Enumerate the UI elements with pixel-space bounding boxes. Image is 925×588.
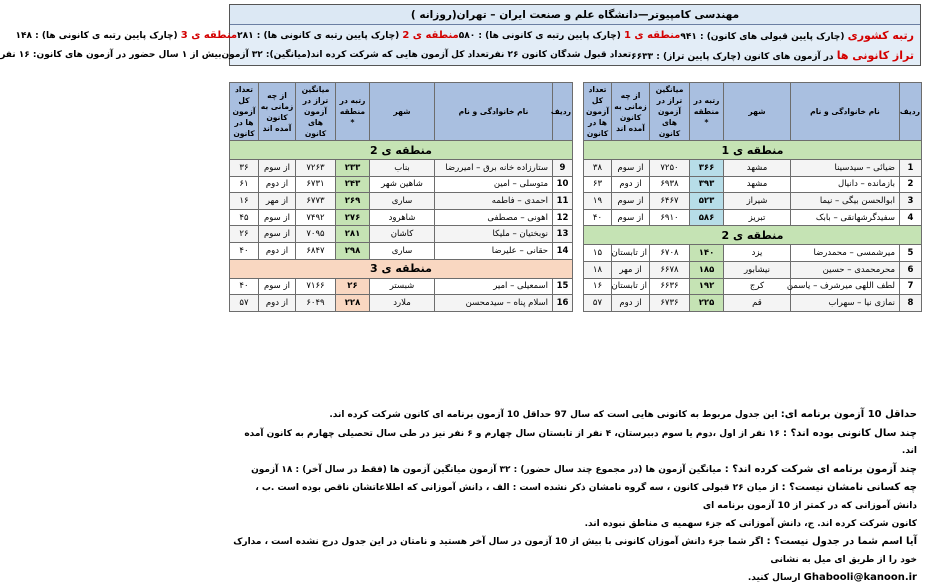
cell-n: 9 xyxy=(553,160,573,177)
cell-city: مشهد xyxy=(724,176,791,193)
cell-name: نمازی نیا – سهراب xyxy=(791,295,900,312)
cell-city: ملارد xyxy=(370,295,435,312)
cell-since: از سوم xyxy=(259,160,296,177)
col-count: تعداد کل آزمون ها در کانون xyxy=(584,83,612,141)
cell-taraz: ۶۷۳۶ xyxy=(650,295,690,312)
cell-rank: ۲۲۸ xyxy=(336,295,370,312)
cell-count: ۱۸ xyxy=(584,261,612,278)
note-missing-cont: کانون شرکت کرده اند. ج، دانش آموزانی که جزء سهمیه ی مناطق نبوده اند. xyxy=(584,518,917,529)
region-header-row xyxy=(230,259,573,278)
cell-rank: ۲۹۸ xyxy=(336,242,370,259)
cell-city: قم xyxy=(724,295,791,312)
cell-taraz: ۶۹۱۰ xyxy=(650,209,690,226)
cell-rank: ۲۲۵ xyxy=(690,295,724,312)
cell-n: 10 xyxy=(553,176,573,193)
cell-since: از سوم xyxy=(612,209,650,226)
cell-since: از سوم xyxy=(612,160,650,177)
cell-count: ۱۵ xyxy=(584,245,612,262)
col-row: ردیف xyxy=(553,83,573,141)
col-name: نام خانوادگی و نام xyxy=(435,83,553,141)
col-row: ردیف xyxy=(900,83,922,141)
cell-since: از مهر xyxy=(259,193,296,210)
cell-since: از تابستان xyxy=(612,278,650,295)
note-min-exams: حداقل 10 آزمون برنامه ای: این جدول مربوط به کانونی هایی است که سال 97 حداقل 10 آزمون برنامه ای کانون شرکت کرده اند. xyxy=(329,409,917,420)
table-header-row xyxy=(584,83,922,141)
cell-city: ساری xyxy=(370,193,435,210)
cell-rank: ۵۸۶ xyxy=(690,209,724,226)
region-label: منطقه ی 2 xyxy=(230,141,573,160)
cell-name: بازمانده – دانیال xyxy=(791,176,900,193)
cell-count: ۱۶ xyxy=(230,193,259,210)
col-name: نام خانوادگی و نام xyxy=(791,83,900,141)
cell-rank: ۲۳۳ xyxy=(336,160,370,177)
cell-taraz: ۶۷۷۳ xyxy=(296,193,336,210)
cell-name: لطف اللهی میرشرف – یاسمن xyxy=(791,278,900,295)
cell-since: از دوم xyxy=(259,176,296,193)
cell-n: 16 xyxy=(553,295,573,312)
region-label: منطقه ی 1 xyxy=(584,141,922,160)
cell-since: از دوم xyxy=(259,242,296,259)
region3-rank-stat: منطقه ی 3 (چارک پایین رتبه ی کانونی ها) : ۱۴۸ xyxy=(15,29,238,41)
cell-n: 4 xyxy=(900,209,922,226)
cell-n: 6 xyxy=(900,261,922,278)
cell-count: ۶۳ xyxy=(584,176,612,193)
cell-count: ۱۹ xyxy=(584,193,612,210)
students-table-left xyxy=(229,82,573,312)
cell-count: ۴۰ xyxy=(584,209,612,226)
cell-n: 15 xyxy=(553,278,573,295)
cell-taraz: ۷۲۵۰ xyxy=(650,160,690,177)
cell-rank: ۲۸۱ xyxy=(336,226,370,243)
cell-n: 11 xyxy=(553,193,573,210)
cell-count: ۳۶ xyxy=(230,160,259,177)
cell-taraz: ۶۴۶۷ xyxy=(650,193,690,210)
cell-city: کاشان xyxy=(370,226,435,243)
cell-taraz: ۶۹۳۸ xyxy=(650,176,690,193)
students-table-right xyxy=(583,82,922,312)
col-since: از چه زمانی به کانون آمده اند xyxy=(612,83,650,141)
cell-n: 2 xyxy=(900,176,922,193)
table-row xyxy=(230,176,573,193)
cell-count: ۴۰ xyxy=(230,242,259,259)
cell-name: ابوالحسن بیگی – نیما xyxy=(791,193,900,210)
cell-n: 13 xyxy=(553,226,573,243)
cell-name: احمدی – فاطمه xyxy=(435,193,553,210)
cell-since: از مهر xyxy=(612,261,650,278)
cell-rank: ۱۹۲ xyxy=(690,278,724,295)
table-row xyxy=(230,226,573,243)
cell-count: ۴۵ xyxy=(230,209,259,226)
cell-city: کرج xyxy=(724,278,791,295)
cell-n: 5 xyxy=(900,245,922,262)
col-taraz: میانگین تراز در آزمون های کانون xyxy=(296,83,336,141)
region2-rank-stat: منطقه ی 2 (چارک پایین رتبه ی کانونی ها) : ۲۸۱ xyxy=(237,29,459,41)
cell-n: 7 xyxy=(900,278,922,295)
table-row xyxy=(584,209,922,226)
cell-n: 12 xyxy=(553,209,573,226)
table-row xyxy=(584,160,922,177)
table-row xyxy=(230,295,573,312)
cell-name: نوبختیان – ملیکا xyxy=(435,226,553,243)
cell-since: از تابستان xyxy=(612,245,650,262)
table-row xyxy=(230,209,573,226)
cell-name: اسمعیلی – امیر xyxy=(435,278,553,295)
cell-n: 14 xyxy=(553,242,573,259)
note-years: چند سال کانونی بوده اند؟ : ۱۶ نفر از اول ،دوم یا سوم دبیرستان، ۴ نفر از تابستان سال چهارم و ۶ نفر نیز در طی سال تحصیلی چهارم به کانون آمده اند. xyxy=(244,427,917,457)
contact-email-link[interactable]: Ghabooli@kanoon.ir xyxy=(803,572,917,584)
col-taraz: میانگین تراز در آزمون های کانون xyxy=(650,83,690,141)
cell-since: از سوم xyxy=(259,278,296,295)
cell-count: ۳۸ xyxy=(584,160,612,177)
cell-since: از دوم xyxy=(259,295,296,312)
cell-rank: ۱۴۰ xyxy=(690,245,724,262)
note-not-listed-cont: Ghabooli@kanoon.ir ارسال کنید. xyxy=(747,572,917,584)
cell-count: ۵۷ xyxy=(584,295,612,312)
cell-rank: ۵۲۳ xyxy=(690,193,724,210)
note-exam-count: چند آزمون برنامه ای شرکت کرده اند؟ : میانگین آزمون ها (در مجموع چند سال حضور) : ۳۲ آزمون میانگین آزمون ها (فقط در سال آخر) : ۱۸ آزمون xyxy=(251,463,917,475)
cell-city: شیراز xyxy=(724,193,791,210)
cell-rank: ۳۹۳ xyxy=(690,176,724,193)
table-row xyxy=(584,245,922,262)
cell-since: از دوم xyxy=(612,295,650,312)
accepted-count-stat: تعداد قبول شدگان کانون ۲۶ نفر xyxy=(488,50,632,60)
region-header-row xyxy=(230,141,573,160)
table-row xyxy=(230,193,573,210)
cell-taraz: ۷۱۶۶ xyxy=(296,278,336,295)
cell-taraz: ۷۴۹۲ xyxy=(296,209,336,226)
cell-name: اهونی – مصطفی xyxy=(435,209,553,226)
note-missing: چه کسانی نامشان نیست؟ : از میان ۲۶ قبولی کانون ، سه گروه نامشان ذکر نشده است : الف ، دانش آموزانی که اطلاعاتشان ناقص بوده است .ب ، دانش آموزانی که در کمتر از 10 آزمون برنامه ای xyxy=(255,482,917,511)
cell-n: 1 xyxy=(900,160,922,177)
region-header-row xyxy=(584,141,922,160)
cell-taraz: ۶۷۰۸ xyxy=(650,245,690,262)
table-row xyxy=(584,193,922,210)
cell-taraz: ۷۲۶۳ xyxy=(296,160,336,177)
cell-taraz: ۶۸۴۷ xyxy=(296,242,336,259)
cell-name: حقانی – علیرضا xyxy=(435,242,553,259)
cell-rank: ۱۸۵ xyxy=(690,261,724,278)
cell-count: ۲۶ xyxy=(230,226,259,243)
cell-taraz: ۷۰۹۵ xyxy=(296,226,336,243)
cell-name: متوسلی – امین xyxy=(435,176,553,193)
cell-name: ستارزاده خانه برق – امیررضا xyxy=(435,160,553,177)
cell-city: مشهد xyxy=(724,160,791,177)
cell-n: 3 xyxy=(900,193,922,210)
cell-city: نیشابور xyxy=(724,261,791,278)
region1-rank-stat: منطقه ی 1 (چارک پایین رتبه ی کانونی ها) : ۵۸۰ xyxy=(458,29,681,41)
cell-count: ۱۶ xyxy=(584,278,612,295)
cell-city: شاهرود xyxy=(370,209,435,226)
cell-city: بناب xyxy=(370,160,435,177)
cell-count: ۶۱ xyxy=(230,176,259,193)
cell-taraz: ۶۷۳۱ xyxy=(296,176,336,193)
cell-rank: ۳۶۶ xyxy=(690,160,724,177)
summary-header xyxy=(0,4,921,66)
cell-taraz: ۶۶۳۶ xyxy=(650,278,690,295)
cell-name: سفیدگرشهانقی – بابک xyxy=(791,209,900,226)
cell-since: از سوم xyxy=(259,226,296,243)
cell-city: ساری xyxy=(370,242,435,259)
table-header-row xyxy=(230,83,573,141)
cell-name: میرشمسی – محمدرضا xyxy=(791,245,900,262)
cell-rank: ۲۷۶ xyxy=(336,209,370,226)
exam-count-stat: تعداد کل آزمون هایی که شرکت کرده اند(میانگین): ۳۲ آزمون xyxy=(221,50,489,60)
region-label: منطقه ی 3 xyxy=(230,259,573,278)
taraz-stat: تراز کانونی ها در آزمون های کانون (چارک پایین تراز) : ۶۶۳۳ xyxy=(631,48,914,62)
cell-rank: ۲۶۹ xyxy=(336,193,370,210)
stats-row-ranks xyxy=(15,25,920,45)
col-city: شهر xyxy=(370,83,435,141)
cell-rank: ۲۶ xyxy=(336,278,370,295)
cell-count: ۴۰ xyxy=(230,278,259,295)
col-rank: رتبه در منطقه * xyxy=(336,83,370,141)
table-row xyxy=(584,295,922,312)
table-row xyxy=(584,278,922,295)
cell-city: شبستر xyxy=(370,278,435,295)
table-row xyxy=(230,242,573,259)
cell-since: از سوم xyxy=(612,193,650,210)
cell-rank: ۲۴۳ xyxy=(336,176,370,193)
one-year-stat: بیش از ۱ سال حضور در آزمون های کانون: ۱۶ نفر xyxy=(0,50,222,60)
region-label: منطقه ی 2 xyxy=(584,226,922,245)
table-row xyxy=(584,261,922,278)
table-row xyxy=(584,176,922,193)
cell-name: اسلام پناه – سیدمحسن xyxy=(435,295,553,312)
cell-city: تبریز xyxy=(724,209,791,226)
col-count: تعداد کل آزمون ها در کانون xyxy=(230,83,259,141)
cell-city: شاهین شهر xyxy=(370,176,435,193)
stats-row-counts xyxy=(0,45,920,65)
table-row xyxy=(230,278,573,295)
table-row xyxy=(230,160,573,177)
cell-n: 8 xyxy=(900,295,922,312)
col-city: شهر xyxy=(724,83,791,141)
col-since: از چه زمانی به کانون آمده اند xyxy=(259,83,296,141)
col-rank: رتبه در منطقه * xyxy=(690,83,724,141)
cell-city: یزد xyxy=(724,245,791,262)
cell-taraz: ۶۰۴۹ xyxy=(296,295,336,312)
note-not-listed: آیا اسم شما در جدول نیست؟ : اگر شما جزء دانش آموزان کانونی با بیش از 10 آزمون در سال آخر هستید و نامتان در این جدول درج نشده است ، مدارک خود را از طریق ای میل به نشانی xyxy=(233,536,917,565)
cell-name: محرمحمدی – حسین xyxy=(791,261,900,278)
cell-since: از سوم xyxy=(259,209,296,226)
page-title: مهندسی کامپیوتر—دانشگاه علم و صنعت ایران – تهران(روزانه ) xyxy=(230,5,920,25)
notes-section xyxy=(231,406,917,588)
cell-count: ۵۷ xyxy=(230,295,259,312)
national-rank-stat: رتبه کشوری (چارک پایین قبولی های کانون) : ۹۴۱ xyxy=(680,28,914,42)
cell-name: ضیائی – سیدسینا xyxy=(791,160,900,177)
region-header-row xyxy=(584,226,922,245)
cell-since: از دوم xyxy=(612,176,650,193)
cell-taraz: ۶۶۷۸ xyxy=(650,261,690,278)
